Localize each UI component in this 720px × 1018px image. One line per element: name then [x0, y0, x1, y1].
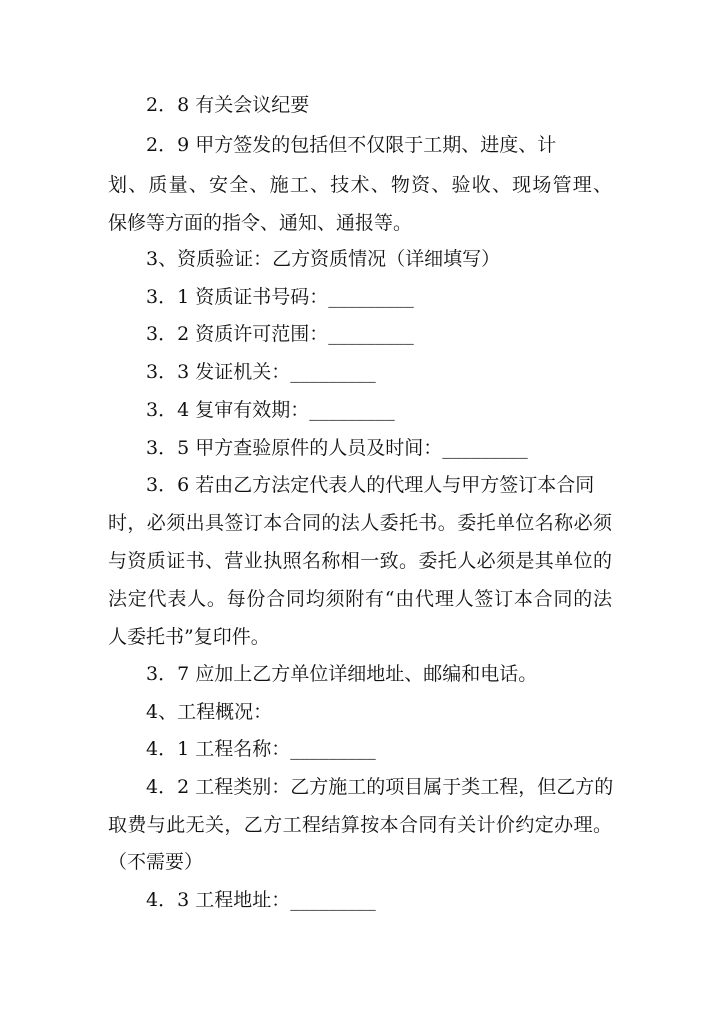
clause-4-2-cont-2: （不需要） [108, 851, 204, 873]
clause-3-6-cont-1: 时，必须出具签订本合同的法人委托书。委托单位名称必须 [108, 512, 612, 534]
clause-3-6: 3．6 若由乙方法定代表人的代理人与甲方签订本合同 [146, 474, 595, 496]
clause-3-7: 3．7 应加上乙方单位详细地址、邮编和电话。 [146, 663, 538, 685]
clause-3-2: 3．2 资质许可范围：_________ [146, 323, 414, 345]
clause-2-8: 2．8 有关会议纪要 [146, 94, 310, 116]
section-4-heading: 4、工程概况： [146, 701, 273, 723]
clause-2-9: 2．9 甲方签发的包括但不仅限于工期、进度、计 [146, 134, 557, 156]
clause-3-3: 3．3 发证机关：_________ [146, 361, 376, 383]
clause-3-6-cont-2: 与资质证书、营业执照名称相一致。委托人必须是其单位的 [108, 550, 612, 572]
clause-3-1: 3．1 资质证书号码：_________ [146, 286, 414, 308]
clause-3-5: 3．5 甲方查验原件的人员及时间：_________ [146, 437, 528, 459]
clause-4-3: 4．3 工程地址：_________ [146, 889, 376, 911]
clause-3-6-cont-3: 法定代表人。每份合同均须附有“由代理人签订本合同的法 [108, 588, 612, 610]
clause-3-6-cont-4: 人委托书”复印件。 [108, 626, 270, 648]
clause-2-9-cont-1: 划、质量、安全、施工、技术、物资、验收、现场管理、 [108, 174, 612, 196]
clause-4-2-cont-1: 取费与此无关，乙方工程结算按本合同有关计价约定办理。 [108, 814, 612, 836]
clause-2-9-cont-2: 保修等方面的指令、通知、通报等。 [108, 212, 413, 234]
clause-4-2: 4．2 工程类别：乙方施工的项目属于类工程，但乙方的 [146, 776, 614, 798]
clause-3-4: 3．4 复审有效期：_________ [146, 399, 395, 421]
clause-4-1: 4．1 工程名称：_________ [146, 738, 376, 760]
section-3-heading: 3、资质验证：乙方资质情况（详细填写） [146, 248, 501, 270]
